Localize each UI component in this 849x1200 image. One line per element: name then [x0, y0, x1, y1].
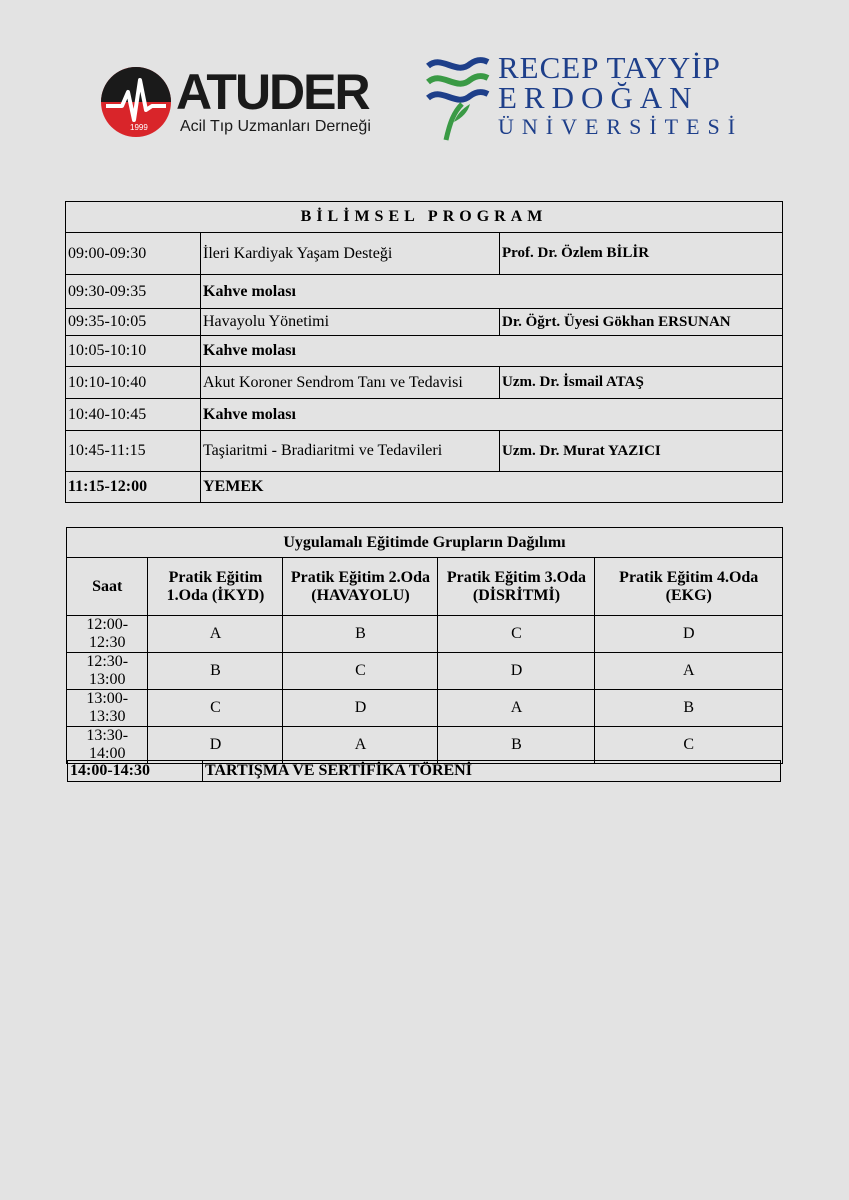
table-row — [67, 690, 783, 727]
program-time: 10:45-11:15 — [66, 431, 201, 472]
atuder-subtitle: Acil Tıp Uzmanları Derneği — [180, 118, 371, 135]
program-speaker: Prof. Dr. Özlem BİLİR — [500, 233, 783, 275]
table-cell: A — [283, 727, 438, 764]
groups-header-row — [67, 558, 783, 616]
program-speaker: Dr. Öğrt. Üyesi Gökhan ERSUNAN — [500, 309, 783, 336]
program-speaker: Uzm. Dr. Murat YAZICI — [500, 431, 783, 472]
table-cell: A — [148, 616, 283, 653]
table-cell: B — [148, 653, 283, 690]
table-cell: B — [283, 616, 438, 653]
column-header: Pratik Eğitim 4.Oda (EKG) — [595, 558, 783, 616]
table-cell: 12:30-13:00 — [67, 653, 148, 690]
program-speaker: Uzm. Dr. İsmail ATAŞ — [500, 367, 783, 399]
groups-title-row — [67, 528, 783, 558]
program-time: 11:15-12:00 — [66, 472, 201, 503]
table-row — [66, 399, 783, 431]
scientific-program-table — [65, 201, 783, 503]
program-topic: Havayolu Yönetimi — [201, 309, 500, 336]
program-topic: Kahve molası — [201, 399, 783, 431]
column-header: Saat — [67, 558, 148, 616]
atuder-year: 1999 — [130, 123, 148, 132]
program-time: 09:00-09:30 — [66, 233, 201, 275]
table-cell: B — [438, 727, 595, 764]
closing-label: TARTIŞMA VE SERTİFİKA TÖRENİ — [203, 761, 781, 782]
table-row — [68, 761, 781, 782]
table-row — [67, 727, 783, 764]
table-row — [66, 275, 783, 309]
table-cell: 13:30-14:00 — [67, 727, 148, 764]
program-topic: Taşiaritmi - Bradiaritmi ve Tedavileri — [201, 431, 500, 472]
program-time: 09:30-09:35 — [66, 275, 201, 309]
table-cell: D — [148, 727, 283, 764]
program-time: 10:10-10:40 — [66, 367, 201, 399]
table-cell: B — [595, 690, 783, 727]
program-topic: Akut Koroner Sendrom Tanı ve Tedavisi — [201, 367, 500, 399]
table-row — [66, 472, 783, 503]
rteu-name-line1: RECEP TAYYİP — [498, 50, 721, 85]
atuder-name: ATUDER — [176, 64, 369, 120]
table-row — [66, 233, 783, 275]
table-row — [66, 336, 783, 367]
rteu-logo — [424, 52, 744, 142]
atuder-logo — [100, 64, 380, 144]
table-cell: 12:00-12:30 — [67, 616, 148, 653]
table-cell: C — [595, 727, 783, 764]
column-header: Pratik Eğitim 1.Oda (İKYD) — [148, 558, 283, 616]
program-topic: YEMEK — [201, 472, 783, 503]
table-cell: C — [438, 616, 595, 653]
rteu-wave-icon — [424, 52, 490, 142]
closing-session-table — [67, 760, 781, 782]
column-header: Pratik Eğitim 3.Oda (DİSRİTMİ) — [438, 558, 595, 616]
table-row — [67, 616, 783, 653]
program-topic: Kahve molası — [201, 275, 783, 309]
table-cell: C — [148, 690, 283, 727]
table-cell: D — [283, 690, 438, 727]
groups-title: Uygulamalı Eğitimde Grupların Dağılımı — [67, 528, 783, 558]
program-topic: Kahve molası — [201, 336, 783, 367]
table-cell: A — [595, 653, 783, 690]
table-row — [66, 367, 783, 399]
program-title: BİLİMSEL PROGRAM — [66, 202, 783, 233]
program-time: 10:05-10:10 — [66, 336, 201, 367]
program-time: 09:35-10:05 — [66, 309, 201, 336]
rteu-name-line3: ÜNİVERSİTESİ — [498, 114, 744, 139]
column-header: Pratik Eğitim 2.Oda (HAVAYOLU) — [283, 558, 438, 616]
logo-header — [0, 0, 849, 160]
table-cell: A — [438, 690, 595, 727]
table-cell: D — [595, 616, 783, 653]
table-cell: 13:00-13:30 — [67, 690, 148, 727]
program-title-row — [66, 202, 783, 233]
closing-time: 14:00-14:30 — [68, 761, 203, 782]
rteu-name-line2: ERDOĞAN — [498, 80, 699, 115]
table-row — [67, 653, 783, 690]
table-cell: D — [438, 653, 595, 690]
table-cell: C — [283, 653, 438, 690]
group-distribution-table — [66, 527, 783, 764]
table-row — [66, 309, 783, 336]
program-topic: İleri Kardiyak Yaşam Desteği — [201, 233, 500, 275]
program-time: 10:40-10:45 — [66, 399, 201, 431]
atuder-heartbeat-icon — [100, 66, 172, 138]
table-row — [66, 431, 783, 472]
